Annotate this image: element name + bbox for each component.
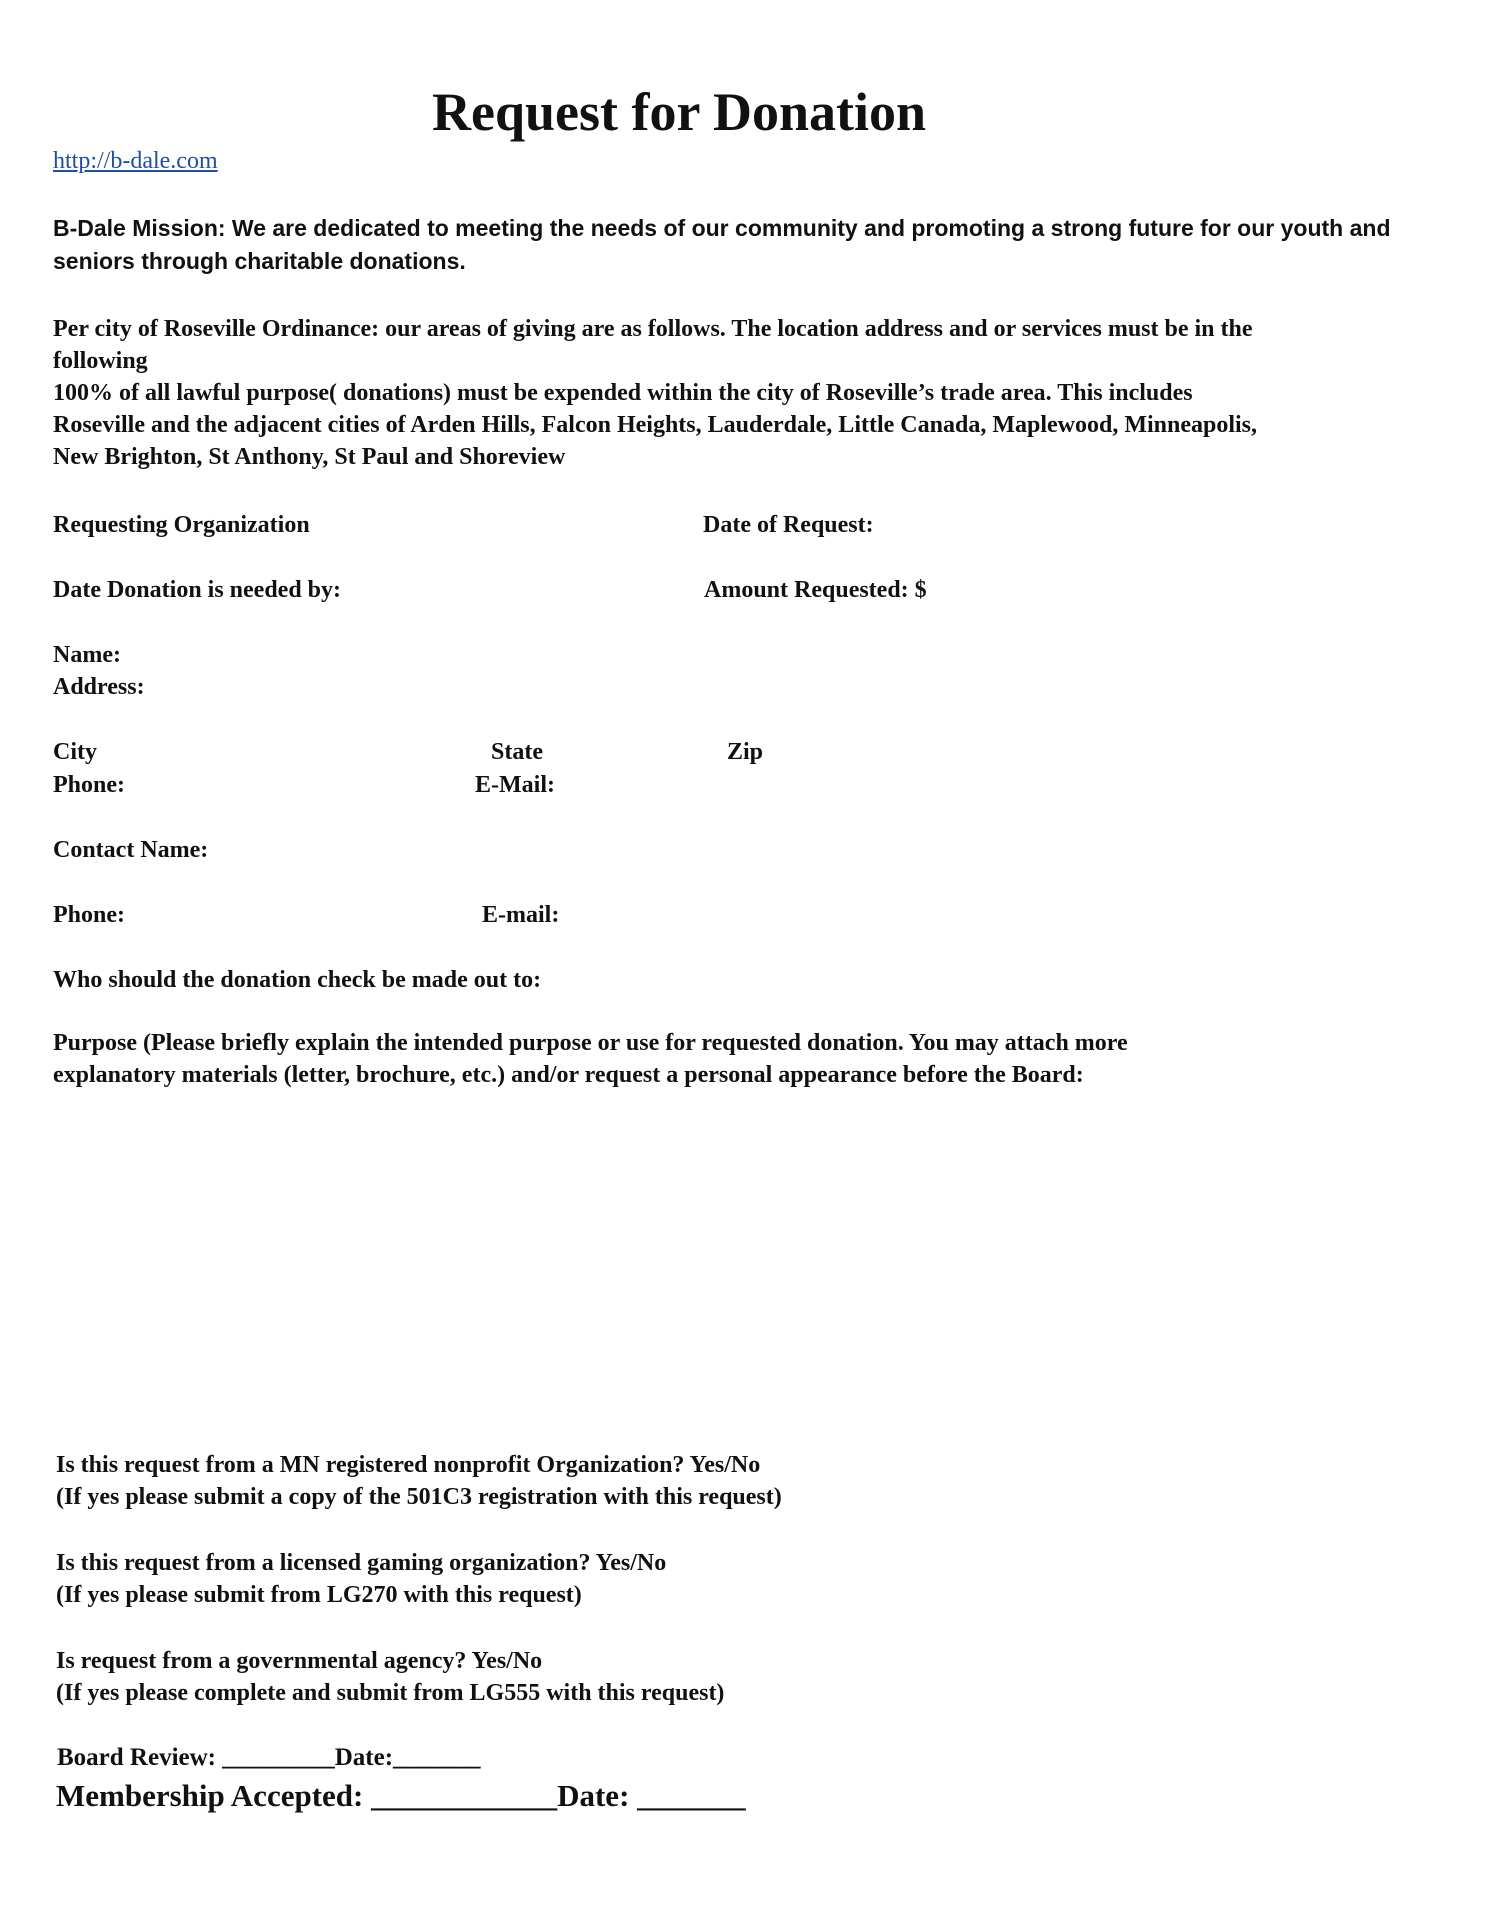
- contact-name-label: Contact Name:: [53, 837, 209, 863]
- phone-label: Phone:: [53, 772, 125, 798]
- state-label: State: [491, 739, 543, 765]
- purpose-line: Purpose (Please briefly explain the intended purpose or use for requested donation. You may attach more: [53, 1030, 1128, 1056]
- ordinance-line: Per city of Roseville Ordinance: our areas of giving are as follows. The location address and or services must be in the: [53, 316, 1253, 342]
- date-needed-label: Date Donation is needed by:: [53, 577, 342, 603]
- contact-email-label: E-mail:: [482, 902, 560, 928]
- ordinance-line: 100% of all lawful purpose( donations) must be expended within the city of Roseville’s trade area. This includes: [53, 380, 1193, 406]
- ordinance-line: following: [53, 348, 148, 374]
- city-label: City: [53, 739, 97, 765]
- amount-requested-label: Amount Requested: $: [704, 577, 927, 603]
- contact-phone-label: Phone:: [53, 902, 125, 928]
- nonprofit-note: (If yes please submit a copy of the 501C3 registration with this request): [56, 1484, 782, 1510]
- address-label: Address:: [53, 674, 145, 700]
- check-payee-label: Who should the donation check be made out to:: [53, 967, 542, 993]
- name-label: Name:: [53, 642, 121, 668]
- purpose-instructions: [53, 1027, 1473, 1091]
- government-question: Is request from a governmental agency? Yes/No: [56, 1648, 543, 1674]
- nonprofit-question: Is this request from a MN registered nonprofit Organization? Yes/No: [56, 1452, 761, 1478]
- board-review-line: Board Review: _________Date:_______: [57, 1744, 481, 1771]
- ordinance-line: New Brighton, St Anthony, St Paul and Shoreview: [53, 444, 566, 470]
- email-label: E-Mail:: [475, 772, 555, 798]
- gaming-question: Is this request from a licensed gaming organization? Yes/No: [56, 1550, 667, 1576]
- mission-statement: B-Dale Mission: We are dedicated to meeting the needs of our community and promoting a strong future for our youth and seniors through charitable donations.: [53, 215, 1391, 274]
- website-link[interactable]: http://b-dale.com: [53, 148, 218, 174]
- membership-accepted-line: Membership Accepted: ____________Date: _______: [56, 1778, 746, 1813]
- requesting-organization-label: Requesting Organization: [53, 512, 310, 538]
- page-title: Request for Donation: [432, 82, 927, 142]
- zip-label: Zip: [727, 739, 764, 765]
- purpose-line: explanatory materials (letter, brochure, etc.) and/or request a personal appearance before the Board:: [53, 1062, 1084, 1088]
- ordinance-paragraph: [53, 313, 1473, 473]
- government-note: (If yes please complete and submit from LG555 with this request): [56, 1680, 725, 1706]
- date-of-request-label: Date of Request:: [703, 512, 874, 538]
- gaming-note: (If yes please submit from LG270 with this request): [56, 1582, 582, 1608]
- ordinance-line: Roseville and the adjacent cities of Arden Hills, Falcon Heights, Lauderdale, Little Canada, Maplewood, Minneapolis,: [53, 412, 1258, 438]
